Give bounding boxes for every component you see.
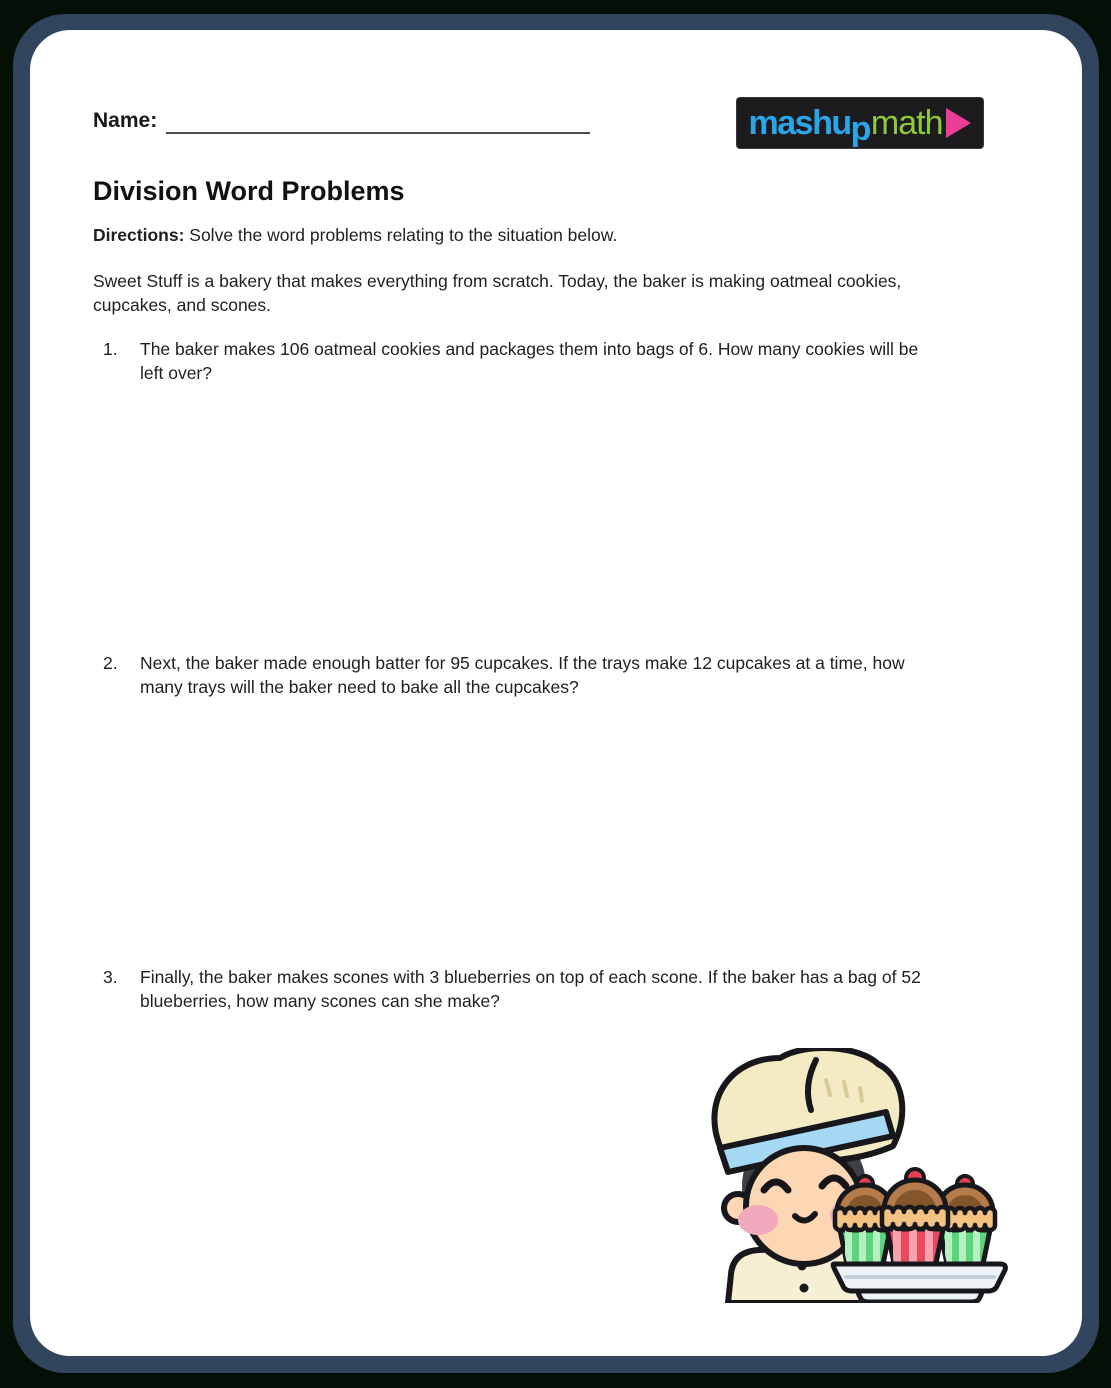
logo-text-p: p (850, 110, 870, 148)
problem-text: Finally, the baker makes scones with 3 blueberries on top of each scone. If the baker has a bag of 52 blueberries, how many scones can she make? (140, 967, 921, 1012)
problem-number: 1. (103, 339, 118, 360)
problem-text: Next, the baker made enough batter for 95 cupcakes. If the trays make 12 cupcakes at a time, how many trays will the baker need to bake all the cupcakes? (140, 653, 905, 698)
cupcake-middle (882, 1169, 948, 1275)
mashupmath-logo (736, 97, 984, 149)
problem-number: 2. (103, 653, 118, 674)
play-triangle-icon (946, 108, 971, 138)
problems-list (93, 338, 1022, 1014)
plate (833, 1264, 1005, 1302)
logo-text-math: math (870, 104, 943, 142)
problem-number: 3. (103, 967, 118, 988)
directions-text: Solve the word problems relating to the situation below. (189, 225, 618, 246)
directions (93, 224, 1022, 248)
name-label: Name: (93, 109, 158, 132)
page-title: Division Word Problems (93, 176, 405, 206)
problem-item-2 (93, 652, 1022, 700)
problem-item-3 (93, 966, 1022, 1014)
worksheet-page (30, 30, 1082, 1356)
page-frame (13, 14, 1099, 1373)
directions-label: Directions: (93, 225, 185, 246)
logo-text-mashu: mashu (748, 104, 851, 142)
problem-item-1 (93, 338, 1022, 386)
scenario-text: Sweet Stuff is a bakery that makes everything from scratch. Today, the baker is making oatmeal cookies, cupcakes, and scones. (93, 270, 902, 315)
name-row (93, 105, 590, 134)
baker-illustration (700, 1048, 1010, 1303)
cheek-left (738, 1205, 778, 1235)
name-blank-line (166, 108, 590, 134)
problem-text: The baker makes 106 oatmeal cookies and packages them into bags of 6. How many cookies will be left over? (140, 339, 919, 384)
header (93, 105, 1022, 149)
